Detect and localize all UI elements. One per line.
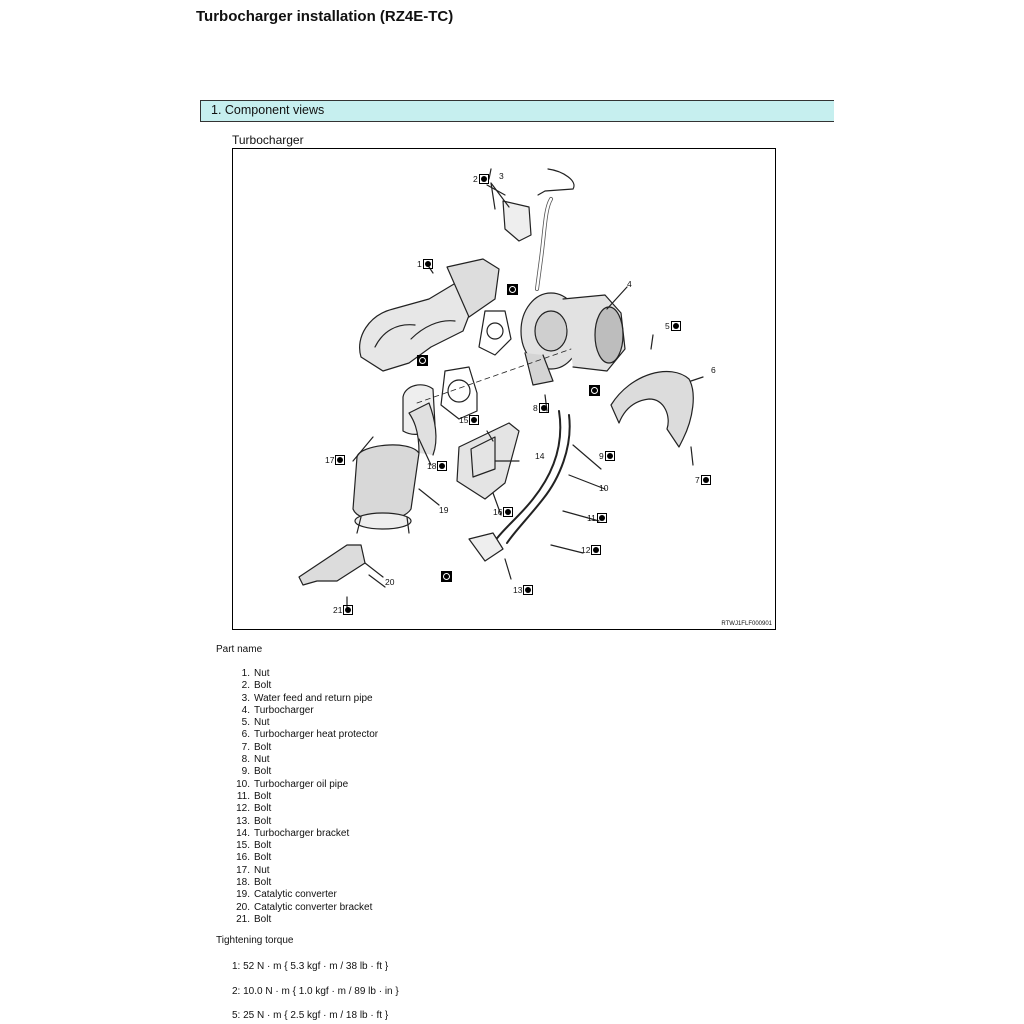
torque-icon [523,585,533,595]
converter-bracket [299,545,365,585]
torque-icon [671,321,681,331]
callout-16: 16 [493,507,513,517]
non-reusable-icon [417,355,428,366]
torque-icon [597,513,607,523]
torque-icon [469,415,479,425]
callout-12: 12 [581,545,601,555]
list-item: 15. Bolt [236,840,272,852]
page-title: Turbocharger installation (RZ4E-TC) [196,8,454,25]
list-item: 13. Bolt [236,815,272,827]
list-item: 8. Nut [241,754,270,766]
callout-4: 4 [627,279,632,289]
tightening-torque-heading: Tightening torque [216,935,294,946]
list-item: 17. Nut [236,864,270,876]
section-label: 1. Component views [211,103,325,117]
callout-10: 10 [599,483,609,493]
torque-icon [539,403,549,413]
torque-spec: 1: 52 N · m { 5.3 kgf · m / 38 lb · ft } [232,961,389,972]
water-pipe [538,169,574,195]
callout-20: 20 [385,577,395,587]
torque-spec: 2: 10.0 N · m { 1.0 kgf · m / 89 lb · in } [232,986,399,997]
turbocharger-exploded-view [233,149,777,631]
torque-icon [479,174,489,184]
figure-code: RTWJ1FLF000901 [721,621,772,627]
list-item: 11. Bolt [236,790,272,802]
list-item: 3. Water feed and return pipe [241,692,373,704]
callout-17: 17 [325,455,345,465]
callout-21: 21 [333,605,353,615]
torque-icon [343,605,353,615]
list-item: 21. Bolt [236,913,272,925]
list-item: 14. Turbocharger bracket [236,827,350,839]
callout-15: 15 [459,415,479,425]
list-item: 1. Nut [241,668,270,679]
callout-11: 11 [587,513,607,523]
list-item: 18. Bolt [236,877,272,889]
figure-subtitle: Turbocharger [232,133,304,147]
section-header [200,100,834,122]
torque-icon [503,507,513,517]
component-diagram [232,148,776,630]
callout-8: 8 [533,403,549,413]
torque-icon [591,545,601,555]
callout-5: 5 [665,321,681,331]
torque-icon [437,461,447,471]
part-list [232,668,378,926]
list-item: 2. Bolt [241,680,272,692]
manifold-gasket [479,311,511,355]
non-reusable-icon [589,385,600,396]
list-item: 7. Bolt [241,741,272,753]
callout-7: 7 [695,475,711,485]
callout-1: 1 [417,259,433,269]
callout-14: 14 [535,451,545,461]
list-item: 6. Turbocharger heat protector [241,729,379,741]
non-reusable-icon [507,284,518,295]
heat-protector [611,371,693,447]
part-name-heading: Part name [216,644,263,655]
list-item: 19. Catalytic converter [236,889,337,901]
callout-9: 9 [599,451,615,461]
list-item: 16. Bolt [236,852,272,864]
list-item: 9. Bolt [241,766,272,778]
torque-icon [335,455,345,465]
non-reusable-icon [441,571,452,582]
callout-18: 18 [427,461,447,471]
list-item: 12. Bolt [236,803,272,815]
torque-icon [701,475,711,485]
list-item: 20. Catalytic converter bracket [236,901,373,913]
callout-19: 19 [439,505,449,515]
list-item: 10. Turbocharger oil pipe [236,778,349,790]
callout-3: 3 [499,171,504,181]
list-item: 4. Turbocharger [241,704,314,716]
water-pipe-flange [503,201,531,241]
callout-13: 13 [513,585,533,595]
torque-icon [605,451,615,461]
torque-icon [423,259,433,269]
list-item: 5. Nut [241,717,270,729]
callout-6: 6 [711,365,716,375]
torque-spec: 5: 25 N · m { 2.5 kgf · m / 18 lb · ft } [232,1010,389,1021]
catalytic-converter [353,445,419,520]
callout-2: 2 [473,174,489,184]
